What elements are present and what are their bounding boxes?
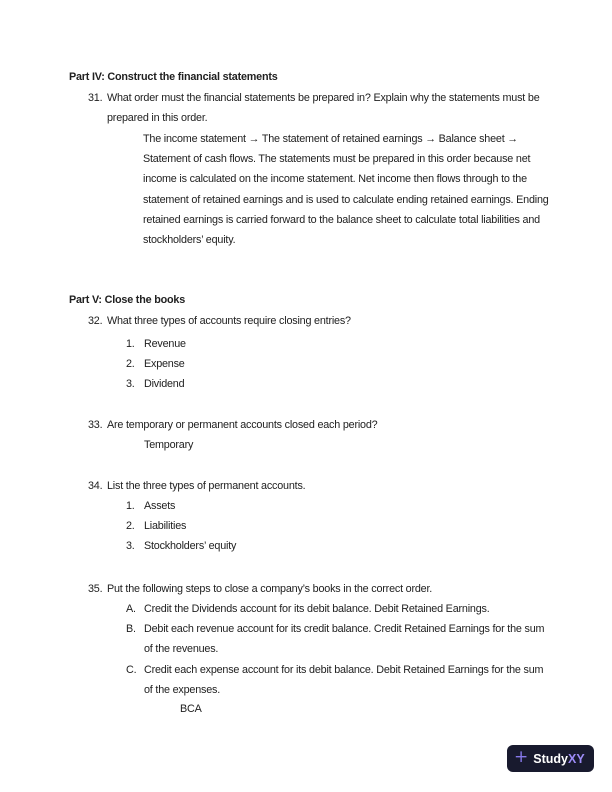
question-31-line2: prepared in this order. bbox=[107, 112, 208, 125]
answer-31-line: income is calculated on the income statement. Net income then flows through to the bbox=[143, 173, 527, 186]
list-item-number: 2. bbox=[126, 358, 135, 371]
question-31 bbox=[88, 88, 540, 128]
answer-33: Temporary bbox=[144, 439, 194, 451]
list-item-number: 2. bbox=[126, 520, 135, 533]
answer-31-line: stockholders’ equity. bbox=[143, 234, 236, 247]
question-32-number: 32. bbox=[88, 315, 103, 327]
answer-35: BCA bbox=[180, 703, 202, 715]
question-34 bbox=[88, 476, 305, 496]
question-32-text: What three types of accounts require closing entries? bbox=[107, 315, 351, 327]
part4-heading: Part IV: Construct the financial statements bbox=[69, 71, 278, 83]
logo-brand-text: Study bbox=[533, 751, 568, 766]
answer-31-line: The income statement → The statement of retained earnings → Balance sheet → bbox=[143, 133, 518, 145]
list-item-number: 1. bbox=[126, 338, 135, 350]
question-34-number: 34. bbox=[88, 480, 103, 492]
list-item-number: 1. bbox=[126, 500, 135, 512]
question-35-text: Put the following steps to close a company’s books in the correct order. bbox=[107, 583, 433, 595]
list-item bbox=[126, 496, 236, 516]
option-letter: C. bbox=[126, 663, 137, 676]
list-item bbox=[126, 334, 186, 354]
question-33-number: 33. bbox=[88, 419, 103, 431]
option-a-line: Credit the Dividends account for its debit balance. Debit Retained Earnings. bbox=[144, 603, 490, 615]
list-item-label: Expense bbox=[144, 358, 185, 371]
question-32 bbox=[88, 311, 351, 331]
studyxy-logo bbox=[507, 745, 594, 772]
list-item-number: 3. bbox=[126, 540, 135, 553]
option-a bbox=[126, 599, 544, 619]
option-letter: B. bbox=[126, 623, 136, 636]
answer-31-line: retained earnings is carried forward to the balance sheet to calculate total liabilities and bbox=[143, 213, 540, 226]
option-c-line: Credit each expense account for its debit balance. Debit Retained Earnings for the sum bbox=[144, 663, 544, 676]
list-item bbox=[126, 516, 236, 536]
list-item-number: 3. bbox=[126, 378, 135, 391]
option-b-line: Debit each revenue account for its credit balance. Credit Retained Earnings for the sum bbox=[144, 623, 545, 636]
answer-31-line: statement of retained earnings and is used to calculate ending retained earnings. Ending bbox=[143, 193, 549, 206]
list-item-label: Revenue bbox=[144, 338, 186, 350]
list-item-label: Stockholders’ equity bbox=[144, 540, 237, 553]
list-item-label: Dividend bbox=[144, 378, 185, 391]
plus-icon: + bbox=[514, 747, 529, 767]
question-35-number: 35. bbox=[88, 583, 103, 595]
list-item bbox=[126, 536, 236, 556]
list-item-label: Assets bbox=[144, 500, 176, 512]
logo-brand-accent: XY bbox=[567, 751, 585, 766]
question-31-line1: What order must the financial statements be prepared in? Explain why the statements must be bbox=[107, 92, 540, 104]
option-b-line: of the revenues. bbox=[144, 643, 219, 656]
option-c bbox=[126, 660, 544, 700]
answer-31-line: Statement of cash flows. The statements must be prepared in this order because net bbox=[143, 153, 531, 166]
part5-heading: Part V: Close the books bbox=[69, 294, 185, 306]
question-33-text: Are temporary or permanent accounts closed each period? bbox=[107, 419, 378, 431]
list-item bbox=[126, 354, 186, 374]
question-33 bbox=[88, 415, 377, 435]
question-34-text: List the three types of permanent accounts. bbox=[107, 480, 306, 492]
list-item bbox=[126, 374, 186, 394]
answer-31 bbox=[143, 129, 549, 250]
question-35-options bbox=[126, 599, 544, 700]
question-35 bbox=[88, 579, 432, 599]
option-c-line: of the expenses. bbox=[144, 683, 221, 696]
option-letter: A. bbox=[126, 603, 136, 615]
answer-34-list bbox=[126, 496, 236, 557]
option-b bbox=[126, 619, 544, 659]
list-item-label: Liabilities bbox=[144, 520, 187, 533]
question-31-number: 31. bbox=[88, 92, 103, 104]
answer-32-list bbox=[126, 334, 186, 395]
